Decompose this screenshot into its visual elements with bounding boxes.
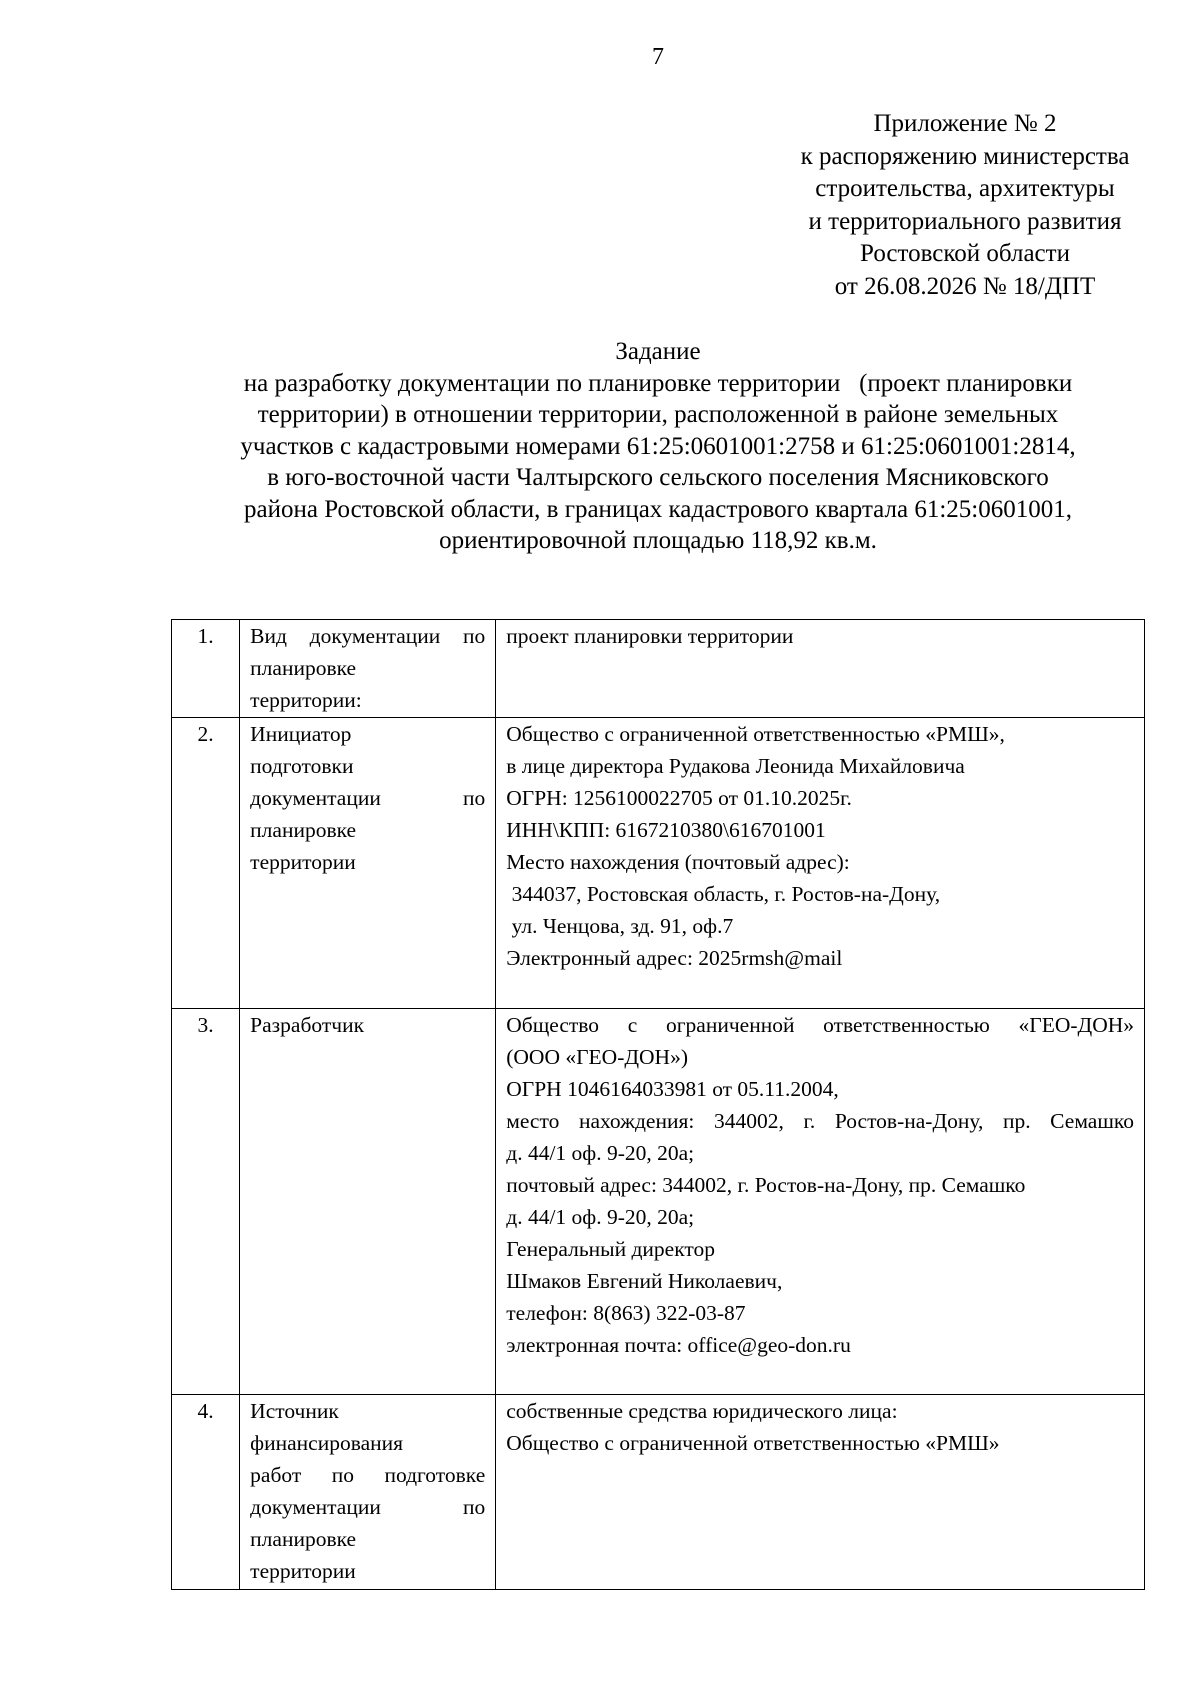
row-number: 1. xyxy=(172,620,240,718)
table-row xyxy=(172,718,1145,1009)
value-line: д. 44/1 оф. 9-20, 20а; xyxy=(506,1141,695,1165)
label-line: планировке xyxy=(250,656,357,680)
row-label xyxy=(240,1009,496,1395)
appendix-line: от 26.08.2026 № 18/ДПТ xyxy=(834,272,1096,300)
label-line: Вид документации по xyxy=(250,624,486,648)
label-line: планировке xyxy=(250,1527,357,1551)
value-line: ул. Ченцова, зд. 91, оф.7 xyxy=(506,914,734,938)
title-line: ориентировочной площадью 118,92 кв.м. xyxy=(439,527,877,554)
title-line: в юго-восточной части Чалтырского сельского поселения Мясниковского xyxy=(267,464,1049,491)
label-line: документации по xyxy=(250,786,486,810)
label-line: планировке xyxy=(250,818,357,842)
row-number: 2. xyxy=(172,718,240,1009)
appendix-line: Ростовской области xyxy=(860,240,1070,267)
row-number: 3. xyxy=(172,1009,240,1395)
appendix-header xyxy=(745,108,1185,303)
value-line: Место нахождения (почтовый адрес): xyxy=(506,850,850,874)
row-value xyxy=(496,1009,1145,1395)
value-line: ИНН\КПП: 6167210380\616701001 xyxy=(506,818,826,842)
value-line: электронная почта: office@geo-don.ru xyxy=(506,1333,851,1357)
value-line: собственные средства юридического лица: xyxy=(506,1399,898,1423)
row-label xyxy=(240,620,496,718)
label-line: Инициатор xyxy=(250,722,352,746)
row-label xyxy=(240,1395,496,1590)
table-row xyxy=(172,1395,1145,1590)
appendix-line: и территориального развития xyxy=(808,207,1122,235)
document-title xyxy=(150,336,1166,557)
title-line: участков с кадастровыми номерами 61:25:0601001:2758 и 61:25:0601001:2814, xyxy=(240,432,1076,460)
value-line: Генеральный директор xyxy=(506,1237,715,1261)
title-line: территории) в отношении территории, расположенной в районе земельных xyxy=(257,401,1059,428)
value-line: ОГРН: 1256100022705 от 01.10.2025г. xyxy=(506,786,852,810)
table-row xyxy=(172,1009,1145,1395)
label-line: территории xyxy=(250,1559,356,1583)
task-table xyxy=(171,619,1145,1590)
title-line: на разработку документации по планировке территории (проект планировки xyxy=(243,369,1073,397)
value-line: место нахождения: 344002, г. Ростов-на-Дону, пр. Семашко xyxy=(506,1109,1134,1133)
appendix-line: строительства, архитектуры xyxy=(815,175,1115,202)
title-line: района Ростовской области, в границах кадастрового квартала 61:25:0601001, xyxy=(244,495,1072,523)
value-line: Общество с ограниченной ответственностью «РМШ» xyxy=(506,1431,1000,1455)
appendix-line: Приложение № 2 xyxy=(873,110,1057,137)
appendix-line: к распоряжению министерства xyxy=(800,142,1130,170)
row-value xyxy=(496,620,1145,718)
label-line: территории xyxy=(250,850,356,874)
value-line: Шмаков Евгений Николаевич, xyxy=(506,1269,783,1293)
value-line: Общество с ограниченной ответственностью «РМШ», xyxy=(506,722,1005,746)
label-line: Разработчик xyxy=(250,1013,365,1037)
label-line: подготовки xyxy=(250,754,354,778)
row-value xyxy=(496,1395,1145,1590)
row-label xyxy=(240,718,496,1009)
label-line: работ по подготовке xyxy=(250,1463,486,1487)
label-line: территории: xyxy=(250,688,362,712)
value-line: 344037, Ростовская область, г. Ростов-на-Дону, xyxy=(506,882,941,906)
page-number: 7 xyxy=(652,44,664,70)
value-line: в лице директора Рудакова Леонида Михайловича xyxy=(506,754,965,778)
label-line: документации по xyxy=(250,1495,486,1519)
label-line: Источник xyxy=(250,1399,339,1423)
title-line: Задание xyxy=(615,338,701,365)
table-row xyxy=(172,620,1145,718)
value-line: проект планировки территории xyxy=(506,624,794,648)
value-line: почтовый адрес: 344002, г. Ростов-на-Дону, пр. Семашко xyxy=(506,1173,1026,1197)
row-number: 4. xyxy=(172,1395,240,1590)
value-line: (ООО «ГЕО-ДОН») xyxy=(506,1045,688,1069)
row-value xyxy=(496,718,1145,1009)
label-line: финансирования xyxy=(250,1431,404,1455)
value-line: Общество с ограниченной ответственностью «ГЕО-ДОН» xyxy=(506,1013,1134,1037)
value-line: Электронный адрес: 2025rmsh@mail xyxy=(506,946,843,970)
value-line: ОГРН 1046164033981 от 05.11.2004, xyxy=(506,1077,839,1101)
value-line: д. 44/1 оф. 9-20, 20а; xyxy=(506,1205,695,1229)
value-line: телефон: 8(863) 322-03-87 xyxy=(506,1301,746,1325)
